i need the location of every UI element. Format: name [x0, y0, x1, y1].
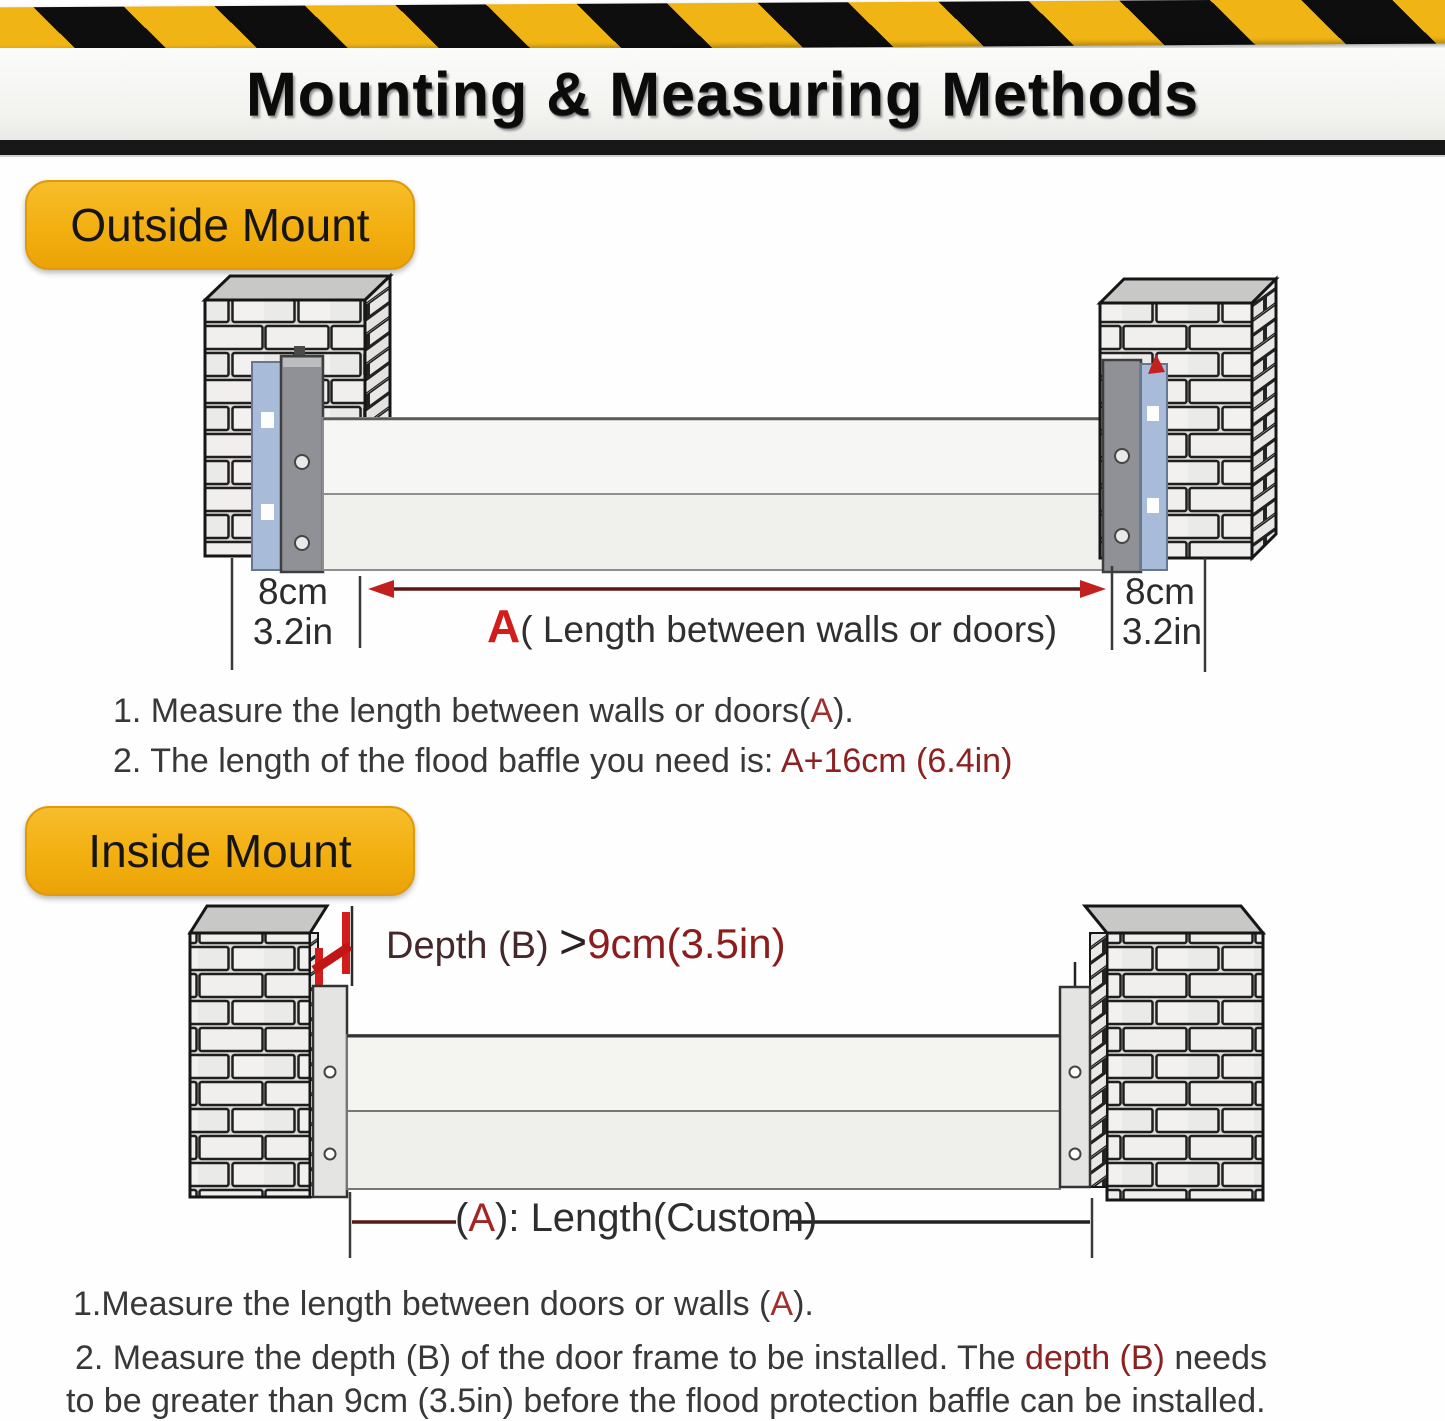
inside-instruction-1 [73, 1285, 814, 1324]
outside-right-bracket [1103, 354, 1167, 572]
outside-step2-text: 2. The length of the flood baffle you need is: [113, 742, 781, 780]
screw-hole [295, 455, 309, 469]
right-offset-in: 3.2in [1121, 611, 1203, 652]
length-paren-open: ( [455, 1196, 469, 1240]
outside-instruction-1 [113, 692, 854, 731]
inside-right-rail [1060, 962, 1090, 1187]
outside-barrier-panels [323, 418, 1105, 570]
greater-than-symbol: > [559, 916, 588, 969]
screw-hole [1070, 1067, 1081, 1078]
page-title: Mounting & Measuring Methods [245, 60, 1200, 128]
span-label-text: ( Length between walls or doors) [520, 609, 1058, 650]
depth-prefix-text: Depth (B) [386, 925, 560, 967]
left-seal-strip [252, 362, 282, 570]
outside-step1-end: ). [833, 692, 854, 730]
right-seal-strip [1141, 364, 1167, 570]
inside-step2-text: 2. Measure the depth (B) of the door frame to be installed. The [75, 1339, 1026, 1377]
right-offset-cm: 8cm [1125, 571, 1195, 612]
screw-hole [1115, 529, 1129, 543]
inside-step2-depth-red: depth (B) [1025, 1339, 1165, 1377]
inside-mount-label-text: Inside Mount [88, 825, 352, 877]
outside-instruction-2 [113, 742, 1012, 781]
depth-value-text: 9cm(3.5in) [587, 920, 786, 967]
depth-requirement-label [386, 915, 786, 970]
arrowhead-right-icon [1080, 580, 1106, 598]
left-offset-in: 3.2in [252, 611, 334, 652]
inside-instruction-2-line2: to be greater than 9cm (3.5in) before the flood protection baffle can be installed. [66, 1382, 1266, 1420]
screw-hole [325, 1149, 336, 1160]
left-offset-cm: 8cm [258, 571, 328, 612]
screw-hole [295, 536, 309, 550]
outside-step1-text: 1. Measure the length between walls or doors( [113, 692, 811, 730]
screw-hole [1115, 449, 1129, 463]
inside-step1-letter: A [770, 1285, 794, 1323]
inside-barrier-panels [347, 1035, 1060, 1189]
inside-left-pillar [190, 906, 327, 1197]
length-label-text: ): Length(Custom) [495, 1196, 818, 1240]
outside-mount-label-text: Outside Mount [70, 199, 370, 251]
span-dimension-label [487, 599, 1057, 653]
outside-step1-letter: A [810, 692, 834, 730]
length-dimension-label [455, 1196, 818, 1241]
arrowhead-left-icon [368, 580, 394, 598]
inside-instruction-2-line1 [75, 1339, 1267, 1378]
inside-left-rail [313, 986, 347, 1197]
inside-step1-end: ). [793, 1285, 814, 1323]
inside-step1-text: 1.Measure the length between doors or walls ( [73, 1285, 771, 1323]
screw-hole [1070, 1149, 1081, 1160]
length-letter-A: A [468, 1196, 496, 1240]
outside-step2-formula: A+16cm (6.4in) [780, 742, 1013, 780]
span-letter-A: A [487, 600, 521, 652]
inside-step2-end: needs [1164, 1339, 1267, 1377]
outside-left-bracket [252, 356, 323, 572]
screw-hole [325, 1067, 336, 1078]
inside-right-pillar [1085, 906, 1263, 1200]
